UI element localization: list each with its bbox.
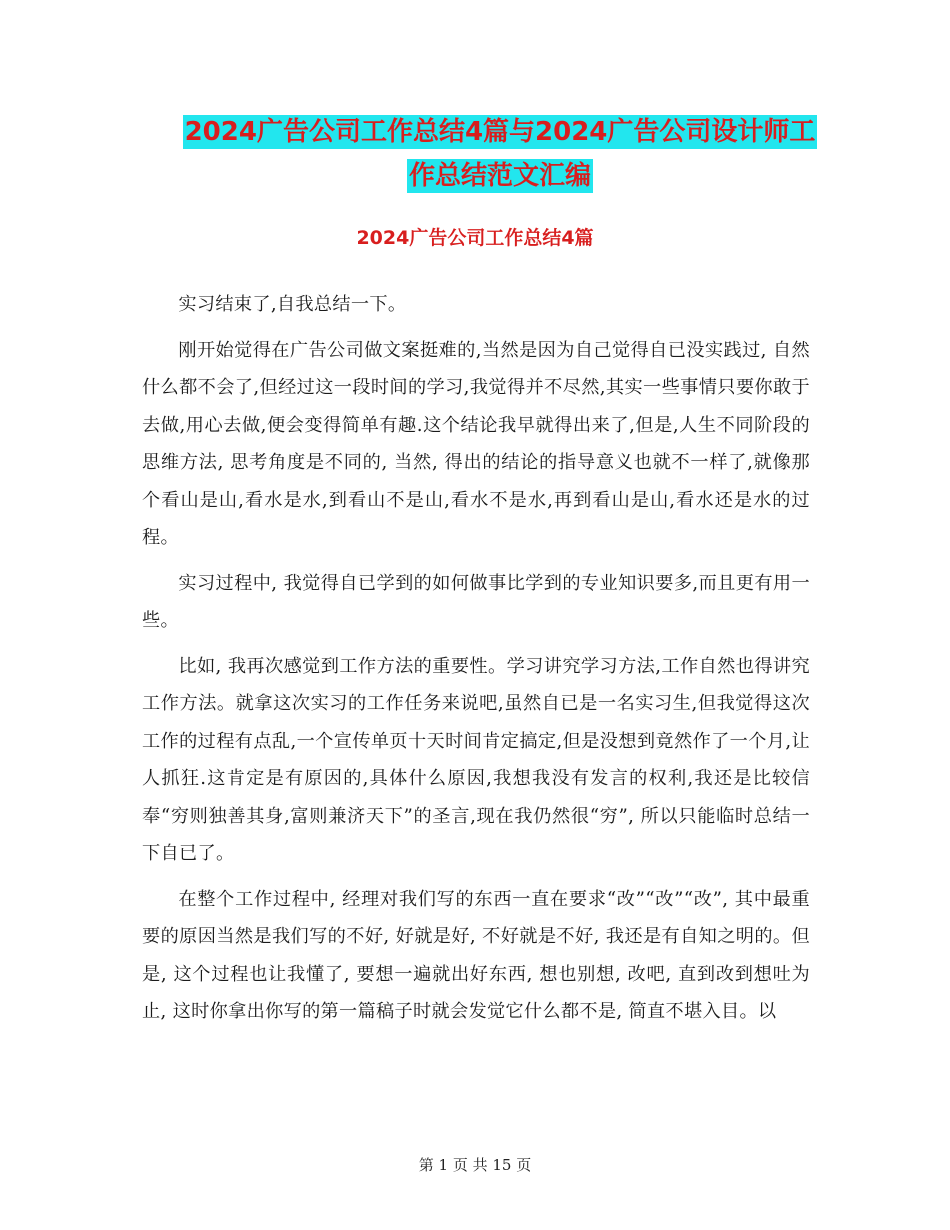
- section-title: 2024广告公司工作总结4篇: [356, 227, 594, 249]
- paragraph: 实习过程中, 我觉得自已学到的如何做事比学到的专业知识要多,而且更有用一些。: [142, 572, 810, 631]
- document-title-line-1: 2024广告公司工作总结4篇与2024广告公司设计师工: [184, 117, 816, 147]
- document-title: [140, 110, 860, 198]
- paragraph: 刚开始觉得在广告公司做文案挺难的,当然是因为自己觉得自已没实践过, 自然什么都不会了,但经过这一段时间的学习,我觉得并不尽然,其实一些事情只要你敢于去做,用心去做,便会变得简单有趣.这个结论我早就得出来了,但是,人生不同阶段的思维方法, 思考角度是不同的, 当然, 得出的结论的指导意义也就不一样了,就像那个看山是山,看水是水,到看山不是山,看水不是水,再到看山是山,看水还是水的过程。: [142, 339, 810, 548]
- paragraph: 在整个工作过程中, 经理对我们写的东西一直在要求“改”“改”“改”, 其中最重要的原因当然是我们写的不好, 好就是好, 不好就是不好, 我还是有自知之明的。但是, 这个过程也让我懂了, 要想一遍就出好东西, 想也别想, 改吧, 直到改到想吐为止, 这时你拿出你写的第一篇稿子时就会发觉它什么都不是, 简直不堪入目。以: [142, 888, 810, 1022]
- document-body: [142, 286, 810, 1039]
- paragraph: 实习结束了,自我总结一下。: [178, 294, 407, 315]
- paragraph: 比如, 我再次感觉到工作方法的重要性。学习讲究学习方法,工作自然也得讲究工作方法。就拿这次实习的工作任务来说吧,虽然自已是一名实习生,但我觉得这次工作的过程有点乱,一个宣传单页十天时间肯定搞定,但是没想到竟然作了一个月,让人抓狂.这肯定是有原因的,具体什么原因,我想我没有发言的权利,我还是比较信奉“穷则独善其身,富则兼济天下”的圣言,现在我仍然很“穷”, 所以只能临时总结一下自已了。: [142, 655, 810, 864]
- document-title-line-2: 作总结范文汇编: [408, 161, 591, 191]
- page-number-footer: 第 1 页 共 15 页: [418, 1156, 532, 1174]
